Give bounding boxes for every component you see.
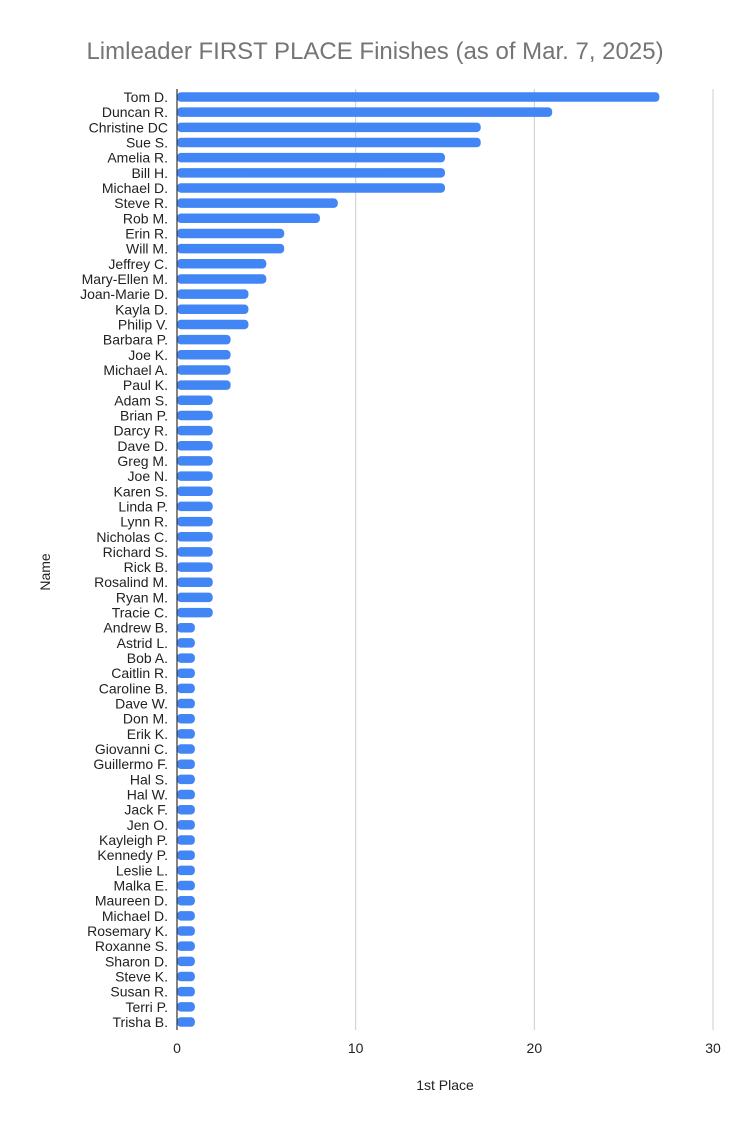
category-label: Bill H. [131,164,168,181]
x-tick-labels [173,1040,721,1056]
category-label: Guillermo F. [93,756,168,773]
bar [177,699,195,709]
bars [177,92,659,1027]
x-tick-label: 20 [526,1040,543,1056]
category-label: Barbara P. [102,331,168,348]
y-axis-title: Name [37,553,53,591]
category-label: Hal W. [126,786,168,803]
bar [177,668,195,678]
category-label: Andrew B. [103,619,168,636]
category-label: Greg M. [117,452,168,469]
bar [177,229,284,239]
bar [177,426,213,436]
category-label: Erik K. [126,725,168,742]
category-label: Christine DC [88,119,168,136]
bar [177,320,248,330]
bar [177,941,195,951]
bar [177,214,320,224]
bar [177,183,445,193]
category-label: Dave D. [117,437,168,454]
bar [177,957,195,967]
category-label: Michael D. [101,179,168,196]
bar [177,623,195,633]
bar [177,638,195,648]
bar [177,380,231,390]
bar [177,441,213,451]
bar [177,244,284,254]
bar [177,92,659,102]
bar [177,487,213,497]
bar [177,456,213,466]
bar [177,517,213,527]
x-tick-label: 0 [173,1040,181,1056]
bar [177,502,213,512]
category-label: Richard S. [102,543,168,560]
bar [177,577,213,587]
bar [177,896,195,906]
category-label: Lynn R. [120,513,168,530]
bar [177,835,195,845]
bar [177,350,231,360]
category-label: Michael A. [103,361,168,378]
x-tick-label: 10 [347,1040,364,1056]
category-label: Astrid L. [116,634,168,651]
category-label: Dave W. [115,695,168,712]
category-label: Erin R. [125,225,168,242]
category-label: Jeffrey C. [108,255,168,272]
category-label: Joe N. [127,468,168,485]
category-label: Sue S. [125,134,168,151]
category-label: Joe K. [128,346,168,363]
bar [177,684,195,694]
category-label: Karen S. [113,483,168,500]
category-label: Rob M. [122,210,168,227]
bar [177,547,213,557]
category-label: Duncan R. [101,104,168,121]
category-label: Don M. [122,710,168,727]
category-label: Mary-Ellen M. [81,270,168,287]
category-label: Caroline B. [98,680,168,697]
bar [177,593,213,603]
bar [177,729,195,739]
bar [177,198,338,208]
category-label: Paul K. [122,377,168,394]
bar [177,562,213,572]
category-labels [80,89,168,1030]
bar [177,168,445,178]
bar [177,335,231,345]
category-label: Kayleigh P. [98,832,168,849]
bar [177,759,195,769]
category-label: Philip V. [117,316,168,333]
bar [177,411,213,421]
gridlines [356,89,713,1030]
bar [177,1002,195,1012]
category-label: Darcy R. [113,422,168,439]
bar [177,153,445,163]
category-label: Giovanni C. [94,741,168,758]
bar [177,714,195,724]
bar [177,532,213,542]
category-label: Terri P. [125,998,168,1015]
category-label: Steve K. [115,968,168,985]
category-label: Bob A. [126,650,168,667]
bar [177,850,195,860]
category-label: Will M. [126,240,168,257]
category-label: Ryan M. [115,589,168,606]
category-label: Nicholas C. [96,528,168,545]
category-label: Jen O. [126,816,168,833]
category-label: Kennedy P. [97,847,168,864]
category-label: Trisha B. [112,1014,168,1030]
category-label: Sharon D. [104,953,168,970]
bar [177,259,266,269]
bar [177,653,195,663]
bar [177,972,195,982]
category-label: Roxanne S. [94,938,168,955]
bar [177,866,195,876]
bar [177,805,195,815]
bar [177,608,213,618]
category-label: Joan-Marie D. [80,286,168,303]
category-label: Susan R. [110,983,168,1000]
category-label: Rosalind M. [94,574,168,591]
bar [177,820,195,830]
bar [177,471,213,481]
category-label: Steve R. [114,195,168,212]
bar [177,926,195,936]
category-label: Adam S. [114,392,168,409]
category-label: Tom D. [123,89,168,105]
bar [177,775,195,785]
bar [177,107,552,117]
category-label: Jack F. [124,801,168,818]
category-label: Rick B. [123,559,168,576]
bar [177,365,231,375]
category-label: Malka E. [113,877,168,894]
x-tick-label: 30 [705,1040,721,1056]
category-label: Kayla D. [115,301,168,318]
bar [177,123,481,133]
category-label: Tracie C. [111,604,168,621]
category-label: Rosemary K. [87,923,168,940]
bar [177,987,195,997]
bar [177,744,195,754]
bar [177,1017,195,1027]
category-label: Hal S. [129,771,168,788]
category-label: Leslie L. [115,862,168,879]
bar [177,274,266,284]
bar [177,881,195,891]
chart-title: Limleader FIRST PLACE Finishes (as of Mar. 7, 2025) [86,38,664,65]
bar [177,911,195,921]
category-label: Linda P. [118,498,168,515]
bar [177,138,481,148]
bar [177,790,195,800]
bar [177,396,213,406]
category-label: Caitlin R. [111,665,168,682]
category-label: Maureen D. [94,892,168,909]
bar [177,305,248,315]
x-axis-title: 1st Place [416,1077,474,1093]
category-label: Michael D. [101,907,168,924]
category-label: Amelia R. [107,149,168,166]
bar [177,289,248,299]
category-label: Brian P. [120,407,168,424]
